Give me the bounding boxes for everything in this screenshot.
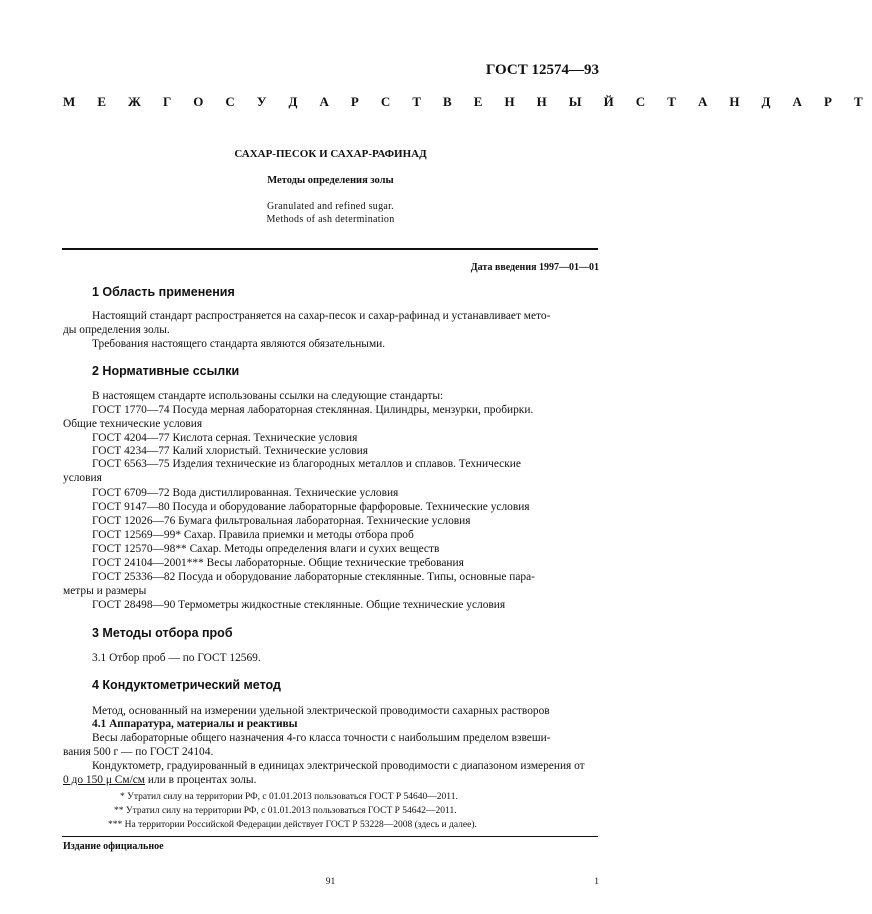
section4-p2-line1: Весы лабораторные общего назначения 4-го класса точности с наибольшим пределом взвеши- [92,732,551,744]
title-rule [62,248,598,250]
section1-heading: 1 Область применения [92,285,235,299]
english-title-line1: Granulated and refined sugar. [267,201,394,212]
sheet-number: 1 [594,877,599,887]
ref-line: ГОСТ 12569—99* Сахар. Правила приемки и методы отбора проб [92,529,414,541]
section4-heading: 4 Кондуктометрический метод [92,678,281,692]
edition-label: Издание официальное [63,841,164,852]
document-subtitle: Методы определения золы [267,175,394,186]
footnote: *** На территории Российской Федерации действует ГОСТ Р 53228—2008 (здесь и далее). [108,820,477,830]
range-underlined: 0 до 150 μ См/см [63,774,146,786]
section2-heading: 2 Нормативные ссылки [92,364,240,378]
page-number: 91 [325,877,336,887]
standard-type: М Е Ж Г О С У Д А Р С Т В Е Н Н Ы Й С Т А Н Д А Р Т [63,94,872,109]
section1-p1-line1: Настоящий стандарт распространяется на сахар-песок и сахар-рафинад и устанавливает мето- [92,310,551,322]
section2-intro: В настоящем стандарте использованы ссылки на следующие стандарты: [92,390,444,402]
footnote: * Утратил силу на территории РФ, с 01.01.2013 пользоваться ГОСТ Р 54640—2011. [120,792,458,802]
section4-p2-line2: вания 500 г — по ГОСТ 24104. [63,746,214,758]
english-title-line2: Methods of ash determination [266,214,395,225]
section4-p1: Метод, основанный на измерении удельной электрической проводимости сахарных растворов [92,705,550,717]
ref-line: метры и размеры [63,585,147,597]
section3-heading: 3 Методы отбора проб [92,626,233,640]
footnote: ** Утратил силу на территории РФ, с 01.01.2013 пользоваться ГОСТ Р 54642—2011. [114,806,457,816]
section4-subheading: 4.1 Аппаратура, материалы и реактивы [92,718,298,730]
ref-line: ГОСТ 4234—77 Калий хлористый. Технические условия [92,445,368,457]
ref-line: Общие технические условия [63,418,203,430]
ref-line: ГОСТ 24104—2001*** Весы лабораторные. Общие технические требования [92,557,464,569]
document-title: САХАР-ПЕСОК И САХАР-РАФИНАД [234,148,427,160]
section1-p1-line2: ды определения золы. [63,324,170,336]
ref-line: ГОСТ 28498—90 Термометры жидкостные стеклянные. Общие технические условия [92,599,506,611]
range-rest: или в процентах золы. [145,774,257,786]
ref-line: ГОСТ 4204—77 Кислота серная. Технические условия [92,432,358,444]
ref-line: ГОСТ 25336—82 Посуда и оборудование лабораторные стеклянные. Типы, основные пара- [92,571,535,583]
gost-code: ГОСТ 12574—93 [485,62,599,78]
ref-line: ГОСТ 6563—75 Изделия технические из благородных металлов и сплавов. Технические [92,458,521,470]
ref-line: ГОСТ 12026—76 Бумага фильтровальная лабораторная. Технические условия [92,515,471,527]
section3-text: 3.1 Отбор проб — по ГОСТ 12569. [92,652,261,664]
ref-line: ГОСТ 1770—74 Посуда мерная лабораторная стеклянная. Цилиндры, мензурки, пробирки. [92,404,534,416]
ref-line: ГОСТ 9147—80 Посуда и оборудование лабораторные фарфоровые. Технические условия [92,501,530,513]
section4-p3-line1: Кондуктометр, градуированный в единицах электрической проводимости с диапазоном измерения от [92,760,585,772]
section1-p2: Требования настоящего стандарта являются обязательными. [92,338,386,350]
ref-line: условия [63,472,102,484]
ref-line: ГОСТ 12570—98** Сахар. Методы определения влаги и сухих веществ [92,543,440,555]
section4-p3-line2 [63,773,599,787]
intro-date: Дата введения 1997—01—01 [470,262,599,273]
ref-line: ГОСТ 6709—72 Вода дистиллированная. Технические условия [92,487,399,499]
footer-rule [62,836,598,837]
